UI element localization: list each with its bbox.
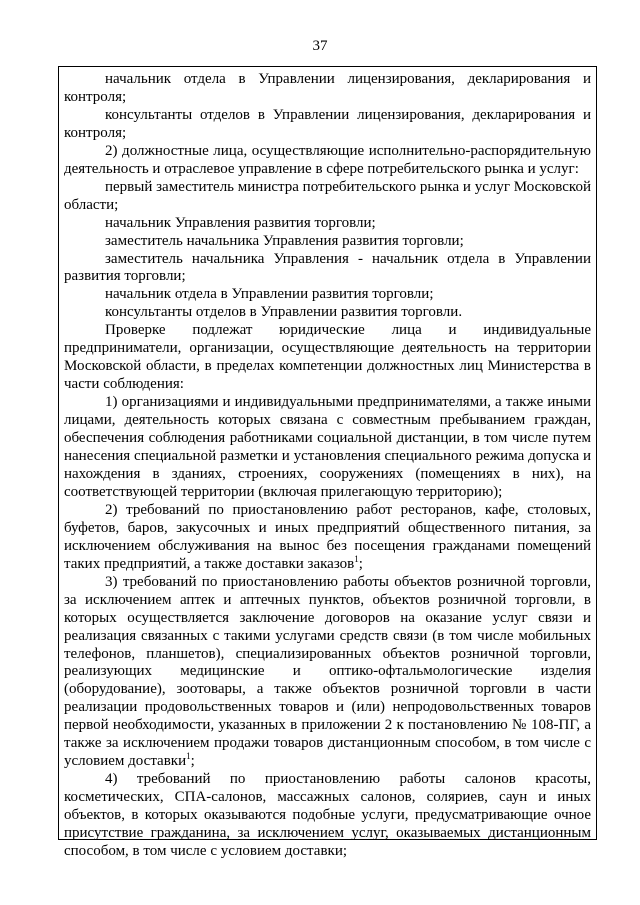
paragraph [64,286,591,304]
paragraph [64,143,591,179]
paragraph [64,574,591,771]
paragraph-text: заместитель начальника Управления - начальник отдела в Управлении развития торговли; [64,250,591,285]
paragraph-text: консультанты отделов в Управлении лицензирования, декларирования и контроля; [64,106,591,141]
paragraph [64,394,591,502]
paragraph [64,107,591,143]
paragraph [64,251,591,287]
paragraph-text: 2) требований по приостановлению работ ресторанов, кафе, столовых, буфетов, баров, закусочных и иных предприятий общественного питания, за исключением обслуживания на вынос без посещения гражданами помещений таких предприятий, а также доставки заказов [64,501,591,572]
footnote-marker: 1 [186,751,191,762]
paragraph-text: Проверке подлежат юридические лица и индивидуальные предприниматели, организации, осуществляющие деятельность на территории Московской области, в пределах компетенции должностных лиц Министерства в части соблюдения: [64,322,591,393]
paragraph-text: 1) организациями и индивидуальными предпринимателями, а также иными лицами, деятельность которых связана с совместным пребыванием граждан, обеспечения соблюдения работниками социальной дистанции, в том числе путем нанесения специальной разметки и установления специального режима допуска и нахождения в зданиях, строениях, сооружениях (помещениях в них), на соответствующей территории (включая прилегающую территорию); [64,394,591,500]
paragraph [64,71,591,107]
page-number: 37 [312,38,328,54]
paragraph-text: первый заместитель министра потребительского рынка и услуг Московской области; [64,178,591,213]
paragraph-text: 4) требований по приостановлению работы салонов красоты, косметических, СПА-салонов, массажных салонов, соляриев, саун и иных объектов, в которых оказываются подобные услуги, предусматривающие очное присутствие гражданина, за исключением услуг, оказываемых дистанционным способом, в том числе с условием доставки; [64,771,591,859]
paragraph-text: 3) требований по приостановлению работы объектов розничной торговли, за исключением аптек и аптечных пунктов, объектов розничной торговли, в которых осуществляется заключение договоров на оказание услуг связи и реализация связанных с такими услугами средств связи (в том числе мобильных телефонов, планшетов), специализированных объектов розничной торговли, реализующих медицинские и оптико-офтальмологические изделия (оборудование), зоотовары, а также объектов розничной торговли в части реализации продовольственных товаров и (или) непродовольственных товаров первой необходимости, указанных в приложении 2 к постановлению № 108-ПГ, а также за исключением продажи товаров дистанционным способом, в том числе с условием доставки [64,573,591,770]
paragraph-text: начальник отдела в Управлении лицензирования, декларирования и контроля; [64,71,591,105]
paragraph [64,233,591,251]
footnote-marker: 1 [354,553,359,564]
paragraph-tail: ; [358,555,363,572]
paragraph-text: заместитель начальника Управления развития торговли; [105,232,464,249]
paragraph [64,304,591,322]
paragraph-text: консультанты отделов в Управлении развития торговли. [105,304,463,321]
paragraph-text: начальник Управления развития торговли; [105,214,376,231]
paragraph [64,502,591,574]
paragraph [64,771,591,861]
paragraph [64,215,591,233]
paragraph-text: начальник отдела в Управлении развития торговли; [105,286,434,303]
paragraph-tail: ; [190,753,195,770]
paragraph [64,322,591,394]
paragraph-text: 2) должностные лица, осуществляющие исполнительно-распорядительную деятельность и отраслевое управление в сфере потребительского рынка и услуг: [64,142,591,177]
paragraph [64,179,591,215]
document-frame [58,66,597,859]
